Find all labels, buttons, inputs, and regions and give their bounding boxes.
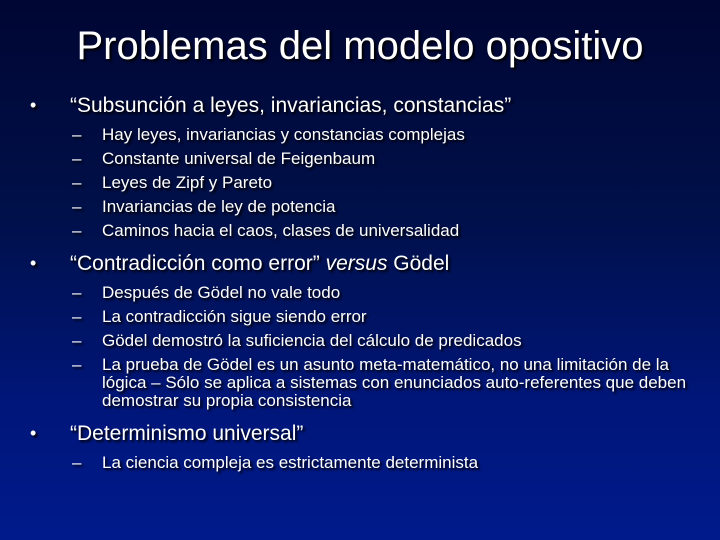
slide-content (30, 93, 700, 472)
bullet-text: “Determinismo universal” (70, 422, 304, 445)
bullet-contradiccion (30, 251, 700, 276)
sub-item-text: Después de Gödel no vale todo (102, 283, 341, 302)
sub-item (30, 174, 700, 192)
bullet-text-after: Gödel (387, 252, 450, 275)
dash-icon: – (72, 173, 82, 192)
dash-icon: – (72, 125, 82, 144)
dash-icon: – (72, 453, 82, 472)
sub-item (30, 356, 700, 410)
dash-icon: – (72, 355, 82, 374)
sub-item (30, 198, 700, 216)
dash-icon: – (72, 331, 82, 350)
bullet-dot-icon: • (30, 95, 37, 115)
sub-item (30, 454, 700, 472)
dash-icon: – (72, 283, 82, 302)
sub-item (30, 126, 700, 144)
bullet-text: “Subsunción a leyes, invariancias, constancias” (70, 94, 512, 117)
sub-item-text: La contradicción sigue siendo error (102, 307, 367, 326)
dash-icon: – (72, 221, 82, 240)
sub-item-text: La ciencia compleja es estrictamente determinista (102, 453, 479, 472)
sub-list-determinismo (30, 454, 700, 472)
bullet-dot-icon: • (30, 253, 37, 273)
sub-item-text: Invariancias de ley de potencia (102, 197, 336, 216)
dash-icon: – (72, 197, 82, 216)
sub-item-text: Constante universal de Feigenbaum (102, 149, 376, 168)
sub-item-text: Hay leyes, invariancias y constancias complejas (102, 125, 465, 144)
sub-item (30, 150, 700, 168)
slide-title: Problemas del modelo opositivo (76, 24, 644, 68)
sub-list-subsuncion (30, 126, 700, 240)
sub-item-text: Caminos hacia el caos, clases de universalidad (102, 221, 460, 240)
bullet-text-before: “Contradicción como error” (70, 252, 326, 275)
sub-item (30, 332, 700, 350)
bullet-dot-icon: • (30, 423, 37, 443)
sub-item-text: La prueba de Gödel es un asunto meta-matemático, no una limitación de la lógica – Sólo se aplica a sistemas con enunciados auto-referentes que deben demostrar su propia consistencia (102, 355, 687, 410)
dash-icon: – (72, 149, 82, 168)
sub-item (30, 222, 700, 240)
sub-list-contradiccion (30, 284, 700, 410)
bullet-determinismo (30, 421, 700, 446)
dash-icon: – (72, 307, 82, 326)
sub-item-text: Leyes de Zipf y Pareto (102, 173, 273, 192)
bullet-text-italic: versus (325, 252, 388, 275)
sub-item-text: Gödel demostró la suficiencia del cálculo de predicados (102, 331, 522, 350)
bullet-subsuncion (30, 93, 700, 118)
sub-item (30, 284, 700, 302)
sub-item (30, 308, 700, 326)
